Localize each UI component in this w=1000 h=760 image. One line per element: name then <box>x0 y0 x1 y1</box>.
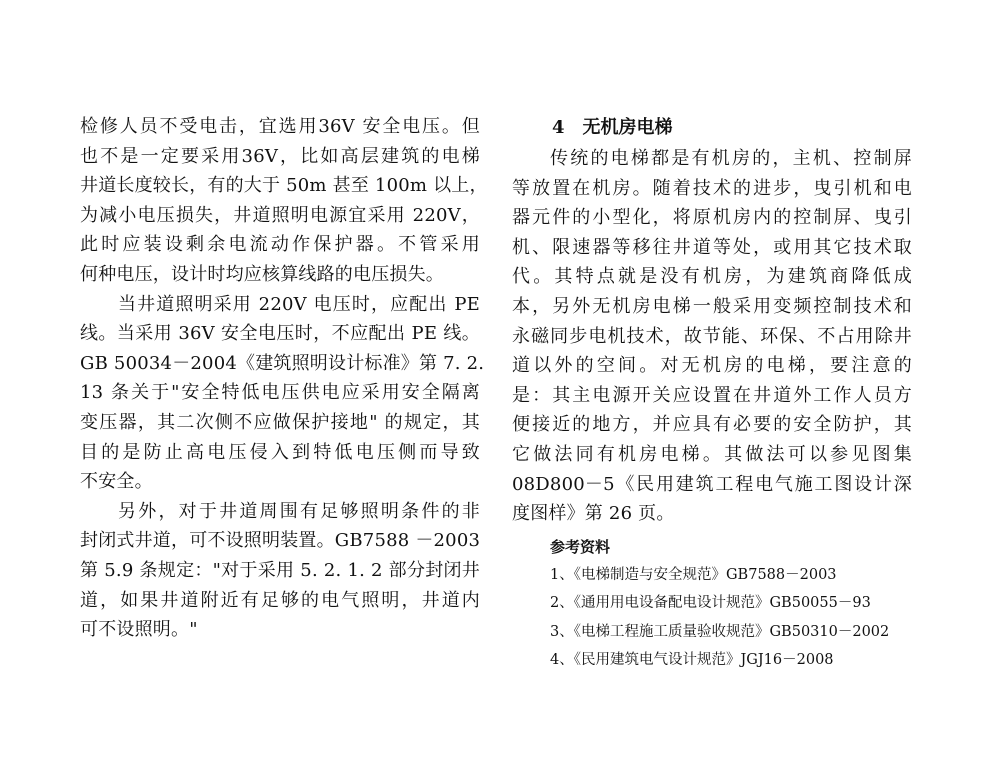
reference-item: 4、《民用建筑电气设计规范》JGJ16－2008 <box>550 652 834 669</box>
reference-item: 3、《电梯工程施工质量验收规范》GB50310－2002 <box>550 623 890 640</box>
text-line: 13 条关于"安全特低电压供电应采用安全隔离 <box>80 382 480 404</box>
text-line: 代。其特点就是没有机房，为建筑商降低成 <box>512 266 912 288</box>
text-line: 便接近的地方，并应具有必要的安全防护，其 <box>512 414 912 436</box>
text-line: 等放置在机房。随着技术的进步，曳引机和电 <box>512 177 912 199</box>
text-line: 封闭式井道，可不设照明装置。GB7588 －2003 <box>80 530 481 552</box>
text-line: 第 5.9 条规定："对于采用 5. 2. 1. 2 部分封闭井 <box>80 559 480 581</box>
text-line: 另外，对于井道周围有足够照明条件的非 <box>118 500 480 522</box>
text-line: 它做法同有机房电梯。其做法可以参见图集 <box>512 443 912 465</box>
text-line: 也不是一定要采用36V，比如高层建筑的电梯 <box>80 145 480 167</box>
text-line: 永磁同步电机技术，故节能、环保、不占用除井 <box>512 325 912 347</box>
text-line: GB 50034－2004《建筑照明设计标准》第 7. 2. <box>80 352 485 374</box>
text-line: 可不设照明。" <box>80 619 198 641</box>
text-line: 不安全。 <box>80 471 153 493</box>
text-line: 为减小电压损失，井道照明电源宜采用 220V， <box>80 204 480 226</box>
paragraph-pe-line <box>80 290 485 497</box>
references-title: 参考资料 <box>550 537 611 556</box>
text-line: 度图样》第 26 页。 <box>512 503 675 525</box>
text-line: 井道长度较长，有的大于 50m 甚至 100m 以上， <box>80 175 488 197</box>
paragraph-machine-roomless-elevator <box>512 144 912 529</box>
text-line: 传统的电梯都是有机房的，主机、控制屏 <box>550 148 912 169</box>
text-line: 08D800－5《民用建筑工程电气施工图设计深 <box>512 473 912 495</box>
left-column <box>80 112 488 645</box>
text-line: 是：其主电源开关应设置在井道外工作人员方 <box>512 384 912 406</box>
reference-item: 1、《电梯制造与安全规范》GB7588－2003 <box>550 566 837 583</box>
text-line: 变压器，其二次侧不应做保护接地" 的规定，其 <box>80 411 480 433</box>
text-line: 道以外的空间。对无机房的电梯，要注意的 <box>512 355 912 377</box>
text-line: 目的是防止高电压侵入到特低电压侧而导致 <box>80 441 480 463</box>
reference-item: 2、《通用用电设备配电设计规范》GB50055－93 <box>550 595 871 612</box>
text-line: 机、限速器等移往井道等处，或用其它技术取 <box>512 236 912 258</box>
references-section <box>512 533 912 675</box>
paragraph-open-shaft <box>80 497 480 645</box>
text-line: 此时应装设剩余电流动作保护器。不管采用 <box>80 234 480 256</box>
section-heading: 4 无机房电梯 <box>552 117 673 138</box>
text-line: 检修人员不受电击，宜选用36V 安全电压。但 <box>80 116 480 137</box>
text-line: 器元件的小型化，将原机房内的控制屏、曳引 <box>512 207 912 229</box>
paragraph-voltage-selection <box>80 112 488 290</box>
right-column <box>512 112 912 675</box>
text-line: 道，如果井道附近有足够的电气照明，井道内 <box>80 589 480 611</box>
text-line: 何种电压，设计时均应核算线路的电压损失。 <box>80 263 444 285</box>
text-line: 线。当采用 36V 安全电压时，不应配出 PE 线。 <box>80 323 480 345</box>
text-line: 当井道照明采用 220V 电压时，应配出 PE <box>118 293 480 315</box>
text-line: 本，另外无机房电梯一般采用变频控制技术和 <box>512 295 912 317</box>
